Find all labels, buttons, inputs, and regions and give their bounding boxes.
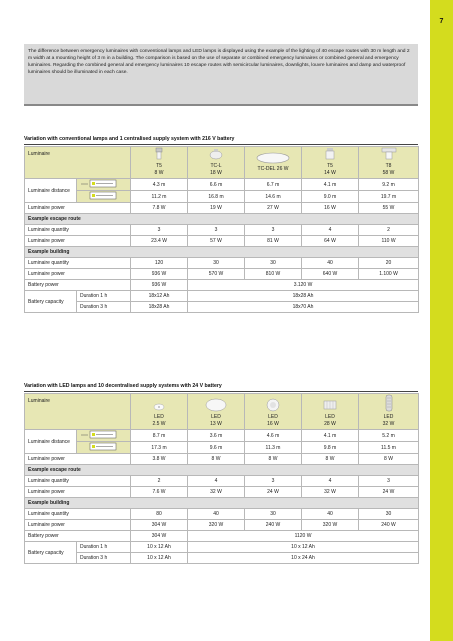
led-spot-icon xyxy=(152,402,166,412)
led-round-icon xyxy=(205,398,227,412)
distance-icon-1 xyxy=(77,179,131,191)
distance-diagram-icon xyxy=(80,179,124,188)
table1-title: Variation with conventional lamps and 1 centralised supply system with 216 V battery xyxy=(24,136,235,142)
table2-title: Variation with LED lamps and 10 decentralised supply systems with 24 V battery xyxy=(24,383,222,389)
battery-capacity-row-1: Battery capacity Duration 1 h 18x12 Ah 18x28 Ah xyxy=(25,291,419,302)
distance-diagram-icon xyxy=(80,442,124,451)
distance-row-1: Luminaire distance 8.7 m 3.6 m 4.6 m 4.1 m 5.2 m xyxy=(25,430,419,442)
power-row: Luminaire power 7.8 W 19 W 27 W 16 W 55 W xyxy=(25,203,419,214)
table2 xyxy=(24,393,419,564)
distance-row-1: Luminaire distance 4.3 m 6.6 m 6.7 m 4.1 m 9.2 m xyxy=(25,179,419,191)
table2-rule xyxy=(24,391,418,392)
escape-quantity-row: Luminaire quantity 2 4 3 4 3 xyxy=(25,476,419,487)
luminaire-label: Luminaire xyxy=(25,147,131,179)
louvre-luminaire-icon xyxy=(324,147,336,161)
compact-fluorescent-icon xyxy=(209,147,223,161)
distance-row-2: 11.2 m 16.8 m 14.6 m 9.0 m 19.7 m xyxy=(25,191,419,203)
lamp-led-2-5w: LED 2.5 W xyxy=(131,394,188,430)
building-quantity-row: Luminaire quantity 120 30 30 40 20 xyxy=(25,258,419,269)
table1-rule xyxy=(24,144,418,145)
distance-icon-2 xyxy=(77,191,131,203)
battery-power-row: Battery power 304 W 1120 W xyxy=(25,531,419,542)
lamp-t5-14w: T5 14 W xyxy=(302,147,359,179)
intro-text: The difference between emergency luminaires with conventional lamps and LED lamps is displayed using the example of the lighting of 40 escape routes with 30 m length and 2 m width at a mounting height of 3 m in a building. The comparison is based on the use of separate or combined emergency luminaires or combined general and emergency luminaires. Regarding the combined general and emergency luminaires 10 escape routes with semicircular luminaires, downlights, louvre luminaires and damp and waterproof luminaires should be illuminated in each case. xyxy=(24,44,418,106)
led-downlight-icon xyxy=(264,398,282,412)
lamp-led-16w: LED 16 W xyxy=(245,394,302,430)
building-section-row: Example building xyxy=(25,247,419,258)
luminaire-row xyxy=(25,147,419,179)
distance-diagram-icon xyxy=(80,430,124,439)
building-quantity-row: Luminaire quantity 80 40 30 40 30 xyxy=(25,509,419,520)
building-power-row: Luminaire power 304 W 320 W 240 W 320 W 240 W xyxy=(25,520,419,531)
distance-label: Luminaire distance xyxy=(25,179,77,203)
waterproof-luminaire-icon xyxy=(381,147,397,161)
escape-power-row: Luminaire power 7.6 W 32 W 24 W 32 W 24 W xyxy=(25,487,419,498)
distance-icon-2 xyxy=(77,442,131,454)
distance-diagram-icon xyxy=(80,191,124,200)
lamp-t8-58w: T8 58 W xyxy=(359,147,419,179)
escape-section-row: Example escape route xyxy=(25,465,419,476)
led-waterproof-icon xyxy=(383,394,395,412)
building-power-row: Luminaire power 936 W 570 W 810 W 640 W 1.100 W xyxy=(25,269,419,280)
battery-power-row: Battery power 936 W 3.120 W xyxy=(25,280,419,291)
battery-capacity-row-2: Duration 3 h 18x28 Ah 18x70 Ah xyxy=(25,302,419,313)
luminaire-label: Luminaire xyxy=(25,394,131,430)
page-number: 7 xyxy=(439,18,444,25)
lamp-led-32w: LED 32 W xyxy=(359,394,419,430)
escape-quantity-row: Luminaire quantity 3 3 3 4 2 xyxy=(25,225,419,236)
distance-row-2: 17.3 m 9.6 m 11.3 m 9.8 m 11.5 m xyxy=(25,442,419,454)
round-luminaire-icon xyxy=(256,152,290,164)
lamp-t5-8w: T5 8 W xyxy=(131,147,188,179)
lamp-tc-l-18w: TC-L 18 W xyxy=(188,147,245,179)
lamp-led-13w: LED 13 W xyxy=(188,394,245,430)
led-louvre-icon xyxy=(323,398,337,412)
battery-capacity-row-2: Duration 3 h 10 x 12 Ah 10 x 24 Ah xyxy=(25,553,419,564)
luminaire-row xyxy=(25,394,419,430)
building-section-row: Example building xyxy=(25,498,419,509)
tube-lamp-icon xyxy=(154,147,164,161)
table1 xyxy=(24,146,419,313)
battery-capacity-row-1: Battery capacity Duration 1 h 10 x 12 Ah 10 x 12 Ah xyxy=(25,542,419,553)
power-row: Luminaire power 3.8 W 8 W 8 W 8 W 8 W xyxy=(25,454,419,465)
distance-icon-1 xyxy=(77,430,131,442)
escape-section-row: Example escape route xyxy=(25,214,419,225)
escape-power-row: Luminaire power 23.4 W 57 W 81 W 64 W 110 W xyxy=(25,236,419,247)
accent-sidebar xyxy=(430,0,453,641)
lamp-led-28w: LED 28 W xyxy=(302,394,359,430)
distance-label: Luminaire distance xyxy=(25,430,77,454)
lamp-tc-del-26w: TC-DEL 26 W xyxy=(245,147,302,179)
